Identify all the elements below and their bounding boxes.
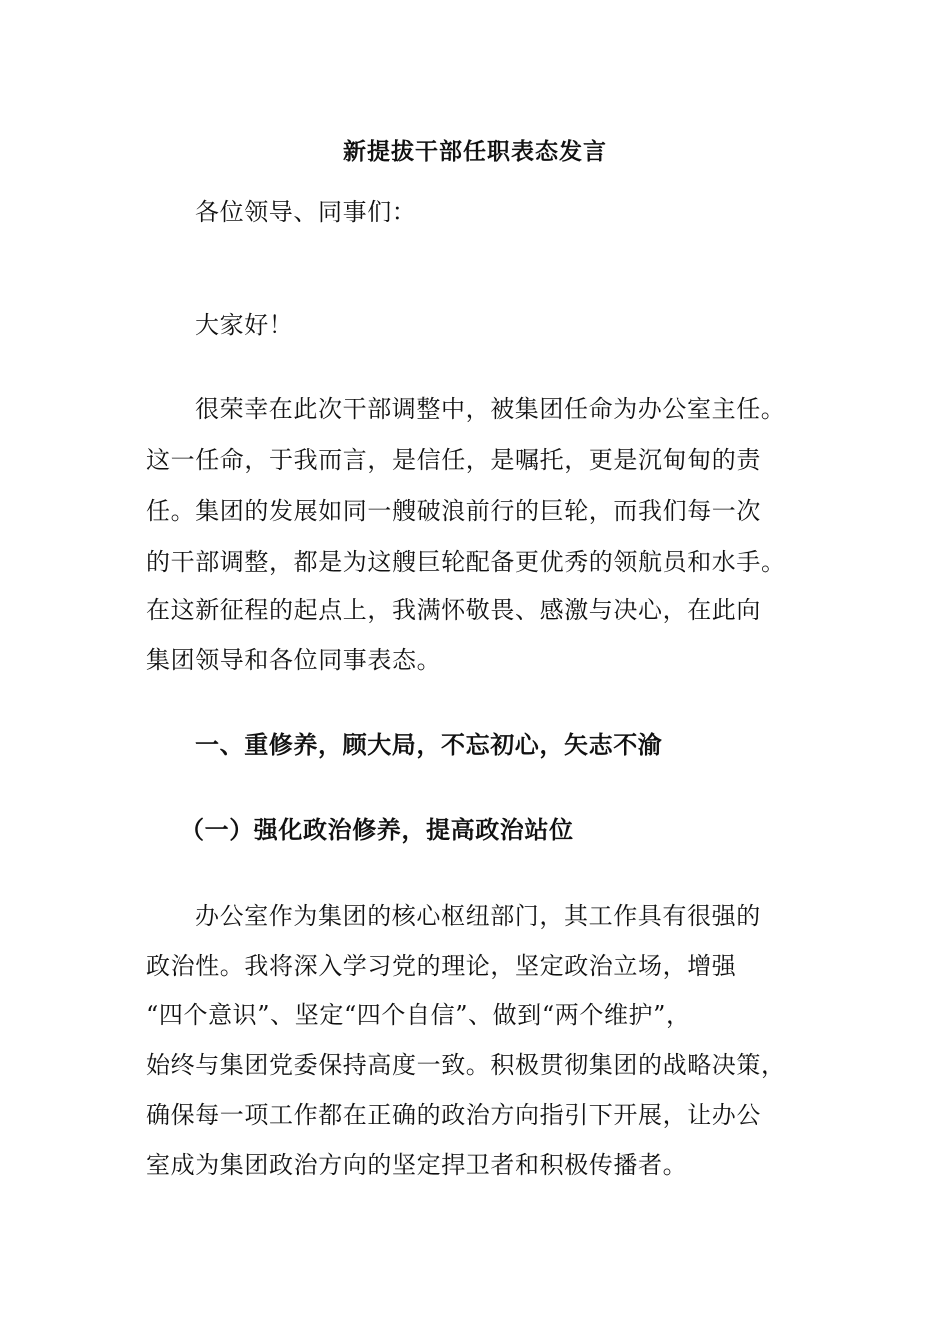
intro-line: 任。集团的发展如同一艘破浪前行的巨轮，而我们每一次 (146, 497, 761, 525)
salutation: 各位领导、同事们： (195, 198, 417, 226)
body-line: 办公室作为集团的核心枢纽部门，其工作具有很强的 (195, 902, 761, 930)
subsection-heading: （一）强化政治修养，提高政治站位 (180, 816, 574, 844)
body-line: 政治性。我将深入学习党的理论，坚定政治立场，增强 (146, 952, 737, 980)
body-line: “四个意识”、坚定“四个自信”、做到“两个维护”， (146, 1001, 691, 1029)
document-title: 新提拔干部任职表态发言 (343, 138, 607, 165)
body-line: 始终与集团党委保持高度一致。积极贯彻集团的战略决策， (146, 1051, 786, 1079)
body-line: 确保每一项工作都在正确的政治方向指引下开展，让办公 (146, 1101, 761, 1129)
body-line: 室成为集团政治方向的坚定捍卫者和积极传播者。 (146, 1151, 688, 1179)
intro-line: 这一任命，于我而言，是信任，是嘱托，更是沉甸甸的责 (146, 446, 761, 474)
intro-line: 集团领导和各位同事表态。 (146, 646, 442, 674)
greeting: 大家好！ (195, 311, 294, 339)
intro-line: 在这新征程的起点上，我满怀敬畏、感激与决心，在此向 (146, 596, 761, 624)
intro-line: 很荣幸在此次干部调整中，被集团任命为办公室主任。 (195, 395, 786, 423)
section-heading: 一、重修养，顾大局，不忘初心，矢志不渝 (195, 731, 663, 759)
intro-line: 的干部调整，都是为这艘巨轮配备更优秀的领航员和水手。 (146, 548, 786, 576)
